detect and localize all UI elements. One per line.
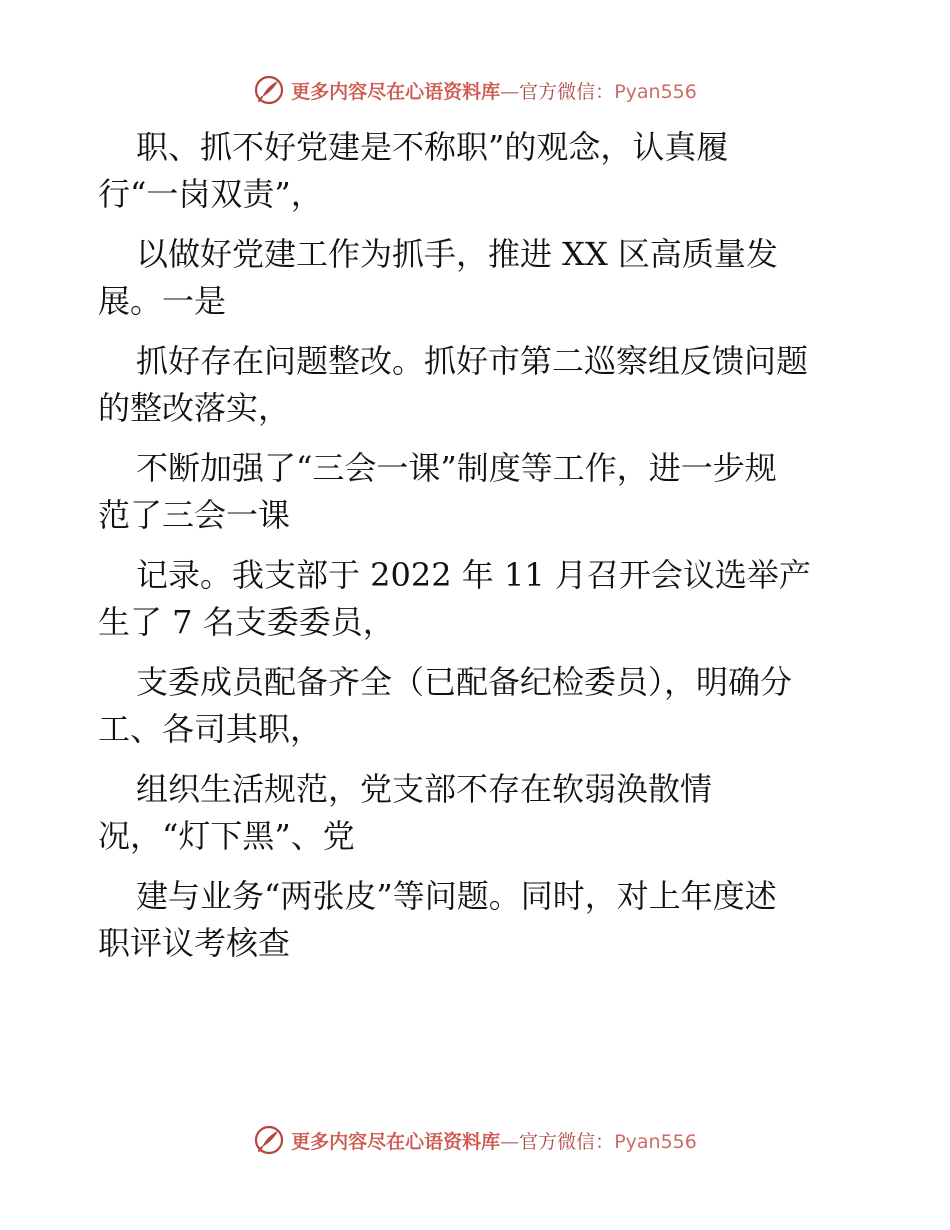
body-line: 建与业务“两张皮”等问题。同时，对上年度述	[136, 877, 777, 915]
body-line: 展。一是	[98, 282, 227, 320]
document-body	[98, 124, 858, 967]
body-line: 支委成员配备齐全（已配备纪检委员），明确分	[136, 663, 793, 701]
body-line: 的整改落实，	[98, 389, 291, 427]
body-line: 职、抓不好党建是不称职”的观念，认真履	[136, 128, 729, 166]
watermark-label: 官方微信：	[519, 80, 615, 103]
body-line: 抓好存在问题整改。抓好市第二巡察组反馈问题	[136, 342, 809, 380]
watermark-separator: —	[500, 80, 520, 103]
watermark-brand: 更多内容尽在心语资料库	[291, 1130, 501, 1153]
watermark-brand: 更多内容尽在心语资料库	[291, 80, 501, 103]
body-line: 行“一岗双责”，	[98, 175, 323, 213]
watermark-text	[291, 1127, 697, 1154]
body-line: 工、各司其职，	[98, 710, 323, 748]
watermark-text	[291, 77, 697, 104]
body-line: 不断加强了“三会一课”制度等工作，进一步规	[136, 449, 777, 487]
body-line: 况，“灯下黑”、党	[98, 817, 355, 855]
feather-pen-logo-icon	[253, 74, 285, 106]
watermark-separator: —	[500, 1130, 520, 1153]
feather-pen-logo-icon	[253, 1124, 285, 1156]
body-line: 职评议考核查	[98, 924, 291, 962]
watermark-label: 官方微信：	[519, 1130, 615, 1153]
body-line: 范了三会一课	[98, 496, 291, 534]
watermark-footer	[0, 1120, 950, 1160]
watermark-id: Pyan556	[614, 80, 697, 103]
watermark-id: Pyan556	[614, 1130, 697, 1153]
body-line: 生了 7 名支委委员，	[98, 603, 395, 641]
watermark-header	[0, 70, 950, 110]
body-line: 记录。我支部于 2022 年 11 月召开会议选举产	[136, 556, 811, 594]
body-line: 组织生活规范，党支部不存在软弱涣散情	[136, 770, 713, 808]
body-line: 以做好党建工作为抓手，推进 XX 区高质量发	[136, 235, 778, 273]
